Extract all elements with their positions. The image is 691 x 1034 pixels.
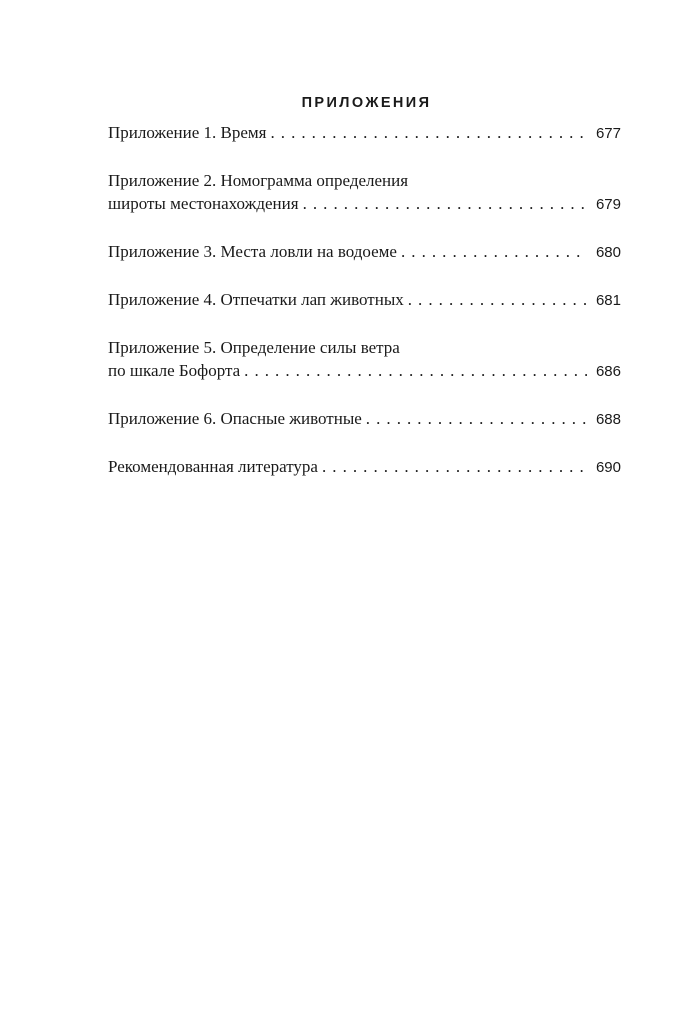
toc-entry-appendix-1[interactable] [108,121,621,145]
toc-page-number: 681 [595,292,621,309]
toc-entry-title: Приложение 1. Время [108,123,267,142]
toc-entry-title: по шкале Бофорта [108,361,241,380]
section-title: ПРИЛОЖЕНИЯ [301,95,432,111]
toc-entry-title: Приложение 6. Опасные животные [108,409,362,428]
toc-entry-appendix-6[interactable] [108,407,621,431]
toc-line [108,240,621,264]
toc-entry-title: Приложение 4. Отпечатки лап животных [108,290,404,309]
appendix-toc-page [108,94,621,503]
toc-entry-appendix-2[interactable] [108,169,621,216]
toc-entry-recommended-literature[interactable] [108,455,621,479]
dot-leader [366,407,587,430]
toc-line [108,288,621,312]
toc-entry-title: широты местонахождения [108,194,299,213]
dot-leader [408,288,587,311]
toc-entry-appendix-5[interactable] [108,336,621,383]
toc-page-number: 679 [595,196,621,213]
toc-page-number: 677 [595,125,621,142]
toc-line [108,455,621,479]
toc-page-number: 688 [595,411,621,428]
toc-list [108,121,621,479]
toc-entry-title-line1: Приложение 2. Номограмма определения [108,171,409,190]
toc-line [108,192,621,216]
dot-leader [303,192,587,215]
toc-line [108,359,621,383]
dot-leader [322,455,587,478]
dot-leader [270,121,587,144]
dot-leader [401,240,587,263]
toc-entry-title: Приложение 3. Места ловли на водоеме [108,242,397,261]
toc-entry-title: Рекомендованная литература [108,457,318,476]
toc-page-number: 680 [595,244,621,261]
toc-page-number: 686 [595,363,621,380]
toc-entry-appendix-3[interactable] [108,240,621,264]
toc-entry-appendix-4[interactable] [108,288,621,312]
toc-entry-title-line1: Приложение 5. Определение силы ветра [108,338,400,357]
toc-page-number: 690 [595,459,621,476]
toc-line [108,121,621,145]
toc-line [108,407,621,431]
dot-leader [244,359,587,382]
